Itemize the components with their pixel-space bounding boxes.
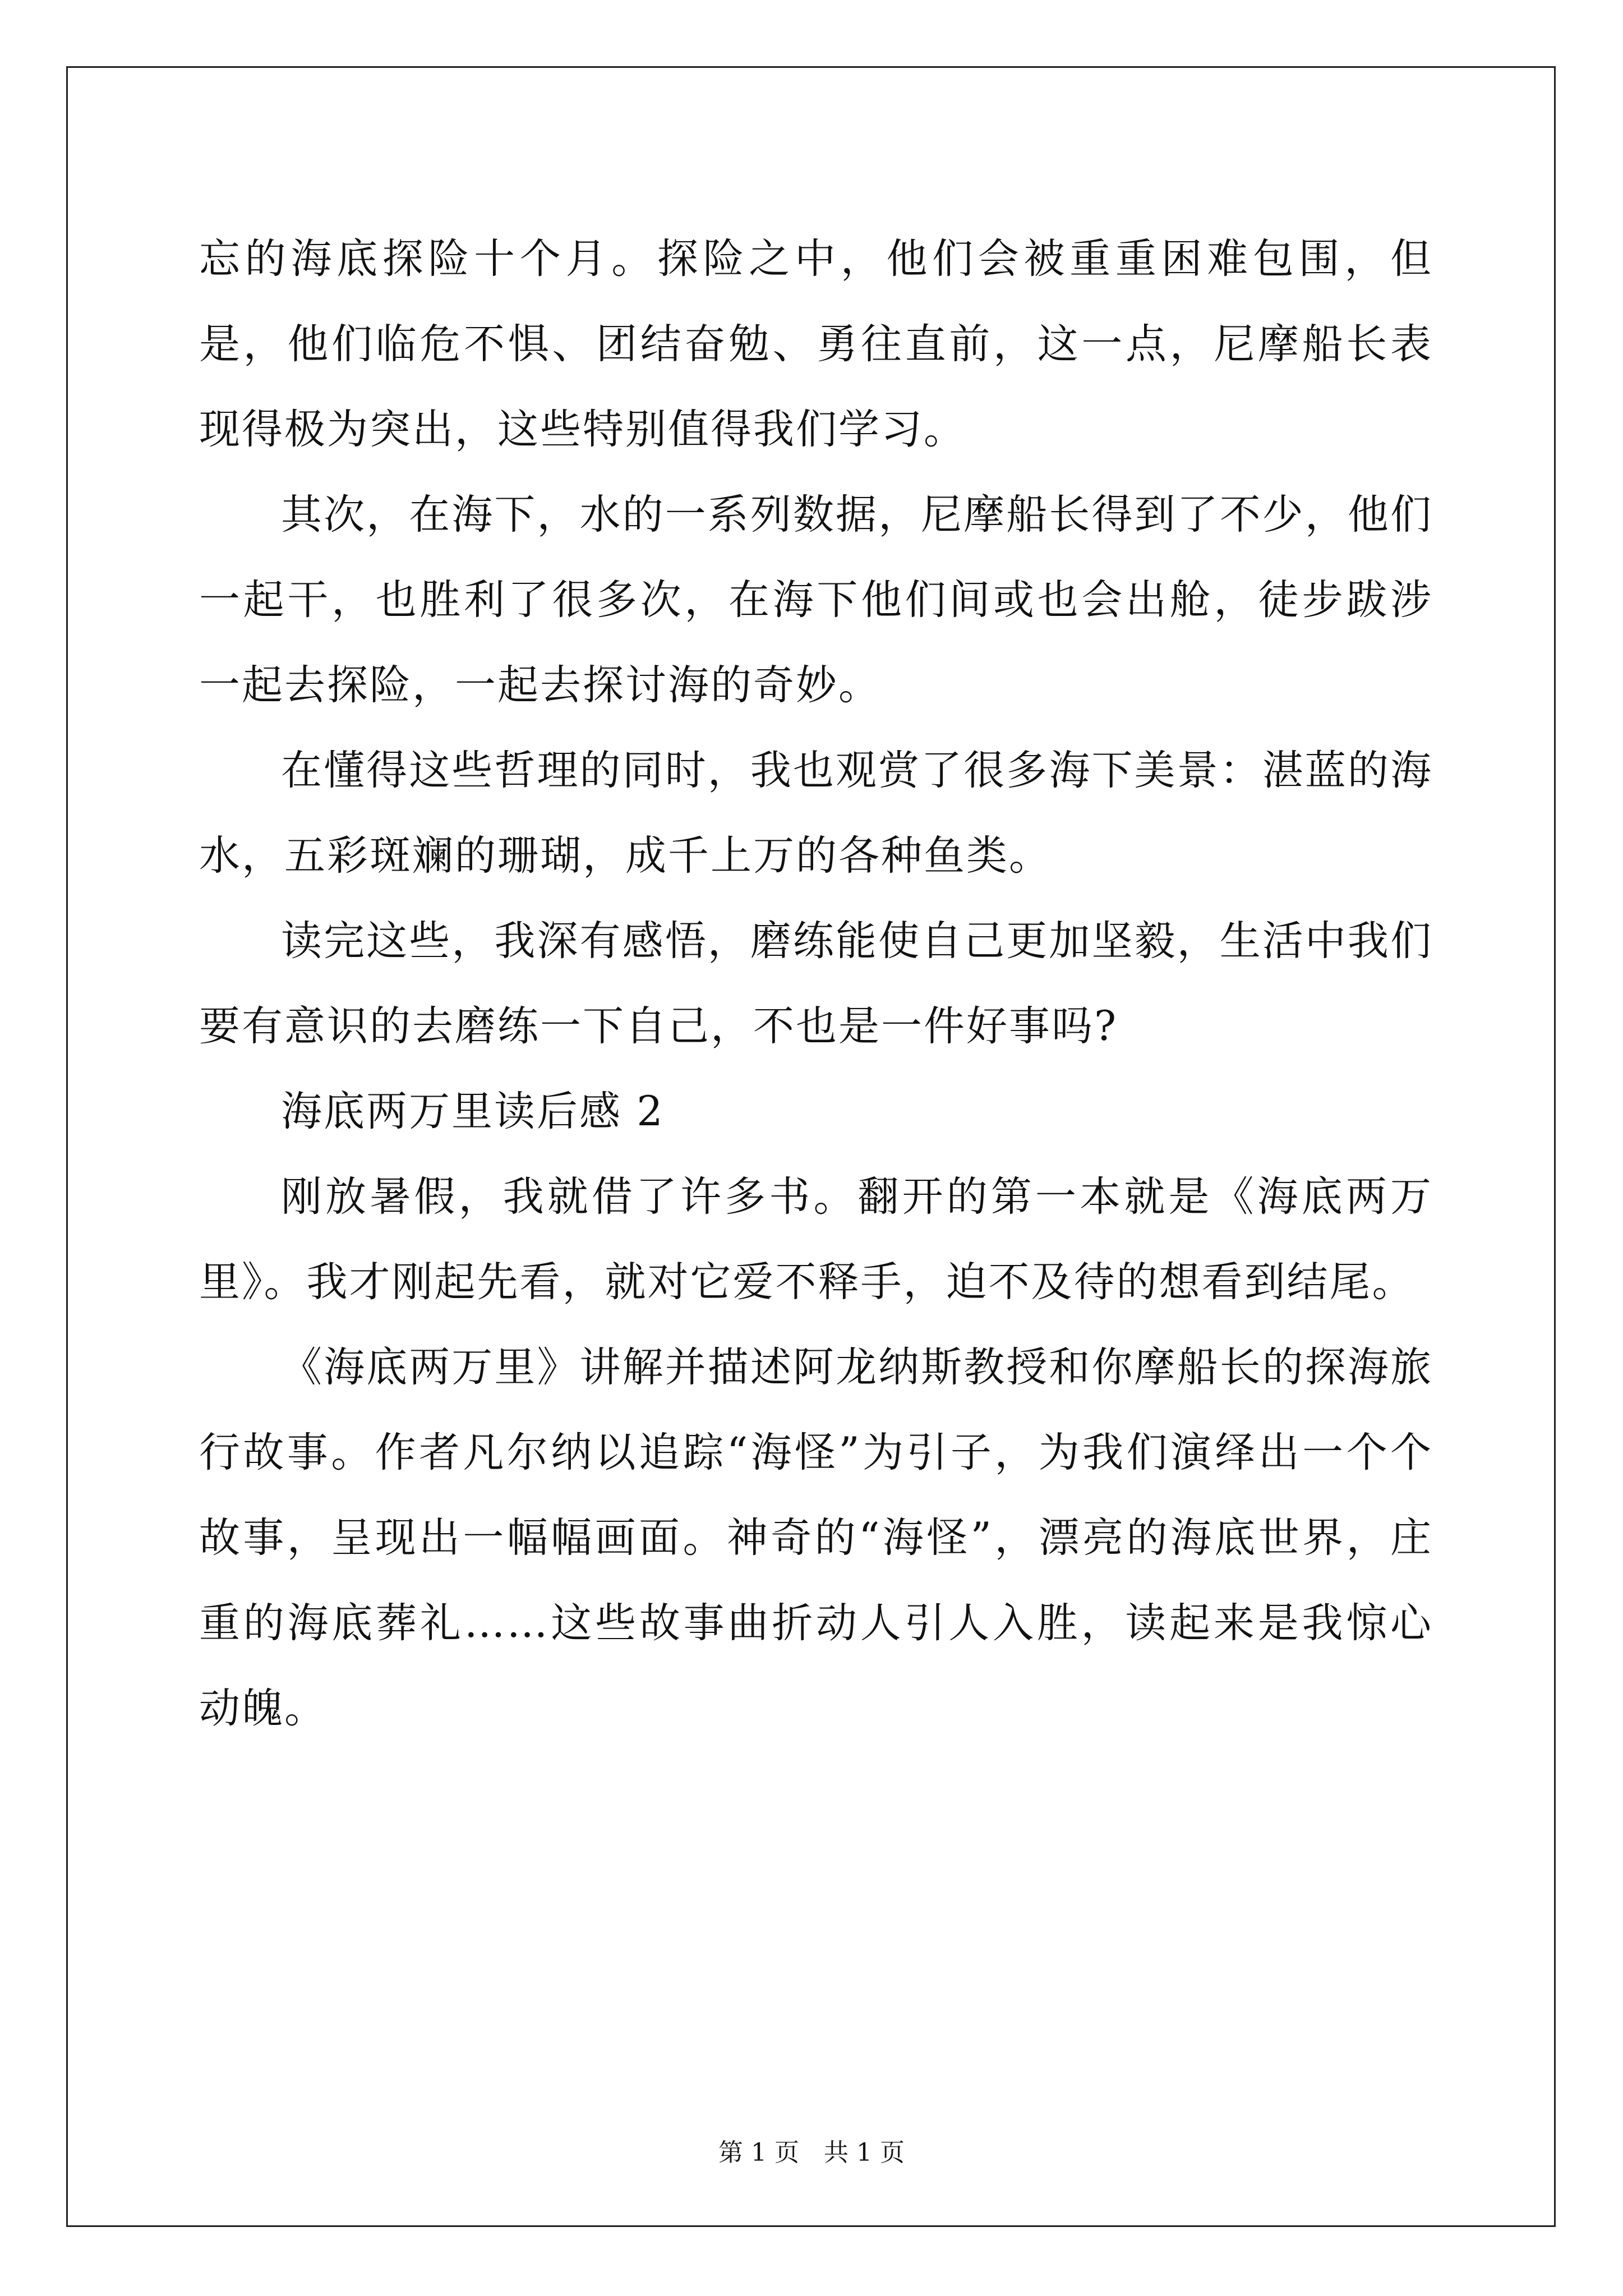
paragraph-5: 刚放暑假，我就借了许多书。翻开的第一本就是《海底两万里》。我才刚起先看，就对它爱不释手，迫不及待的想看到结尾。 xyxy=(199,1173,1433,1306)
paragraph-6: 《海底两万里》讲解并描述阿龙纳斯教授和你摩船长的探海旅行故事。作者凡尔纳以追踪“海怪”为引子，为我们演绎出一个个故事，呈现出一幅幅画面。神奇的“海怪”，漂亮的海底世界，庄重的海底葬礼……这些故事曲折动人引人入胜，读起来是我惊心动魄。 xyxy=(199,1343,1433,1732)
paragraph-1: 忘的海底探险十个月。探险之中，他们会被重重困难包围，但是，他们临危不惧、团结奋勉、勇往直前，这一点，尼摩船长表现得极为突出，这些特别值得我们学习。 xyxy=(199,235,1433,453)
section-heading: 海底两万里读后感 2 xyxy=(281,1088,665,1135)
document-body xyxy=(199,217,1433,1751)
page-total: 共 1 页 xyxy=(824,2138,905,2167)
page-number: 第 1 页 xyxy=(718,2138,799,2167)
paragraph-3: 在懂得这些哲理的同时，我也观赏了很多海下美景：湛蓝的海水，五彩斑斓的珊瑚，成千上万的各种鱼类。 xyxy=(199,747,1433,880)
paragraph-2: 其次，在海下，水的一系列数据，尼摩船长得到了不少，他们一起干，也胜利了很多次，在海下他们间或也会出舱，徒步跋涉一起去探险，一起去探讨海的奇妙。 xyxy=(199,491,1433,709)
paragraph-4: 读完这些，我深有感悟，磨练能使自己更加坚毅，生活中我们要有意识的去磨练一下自己，不也是一件好事吗? xyxy=(199,917,1433,1050)
page-footer xyxy=(0,2136,1623,2170)
